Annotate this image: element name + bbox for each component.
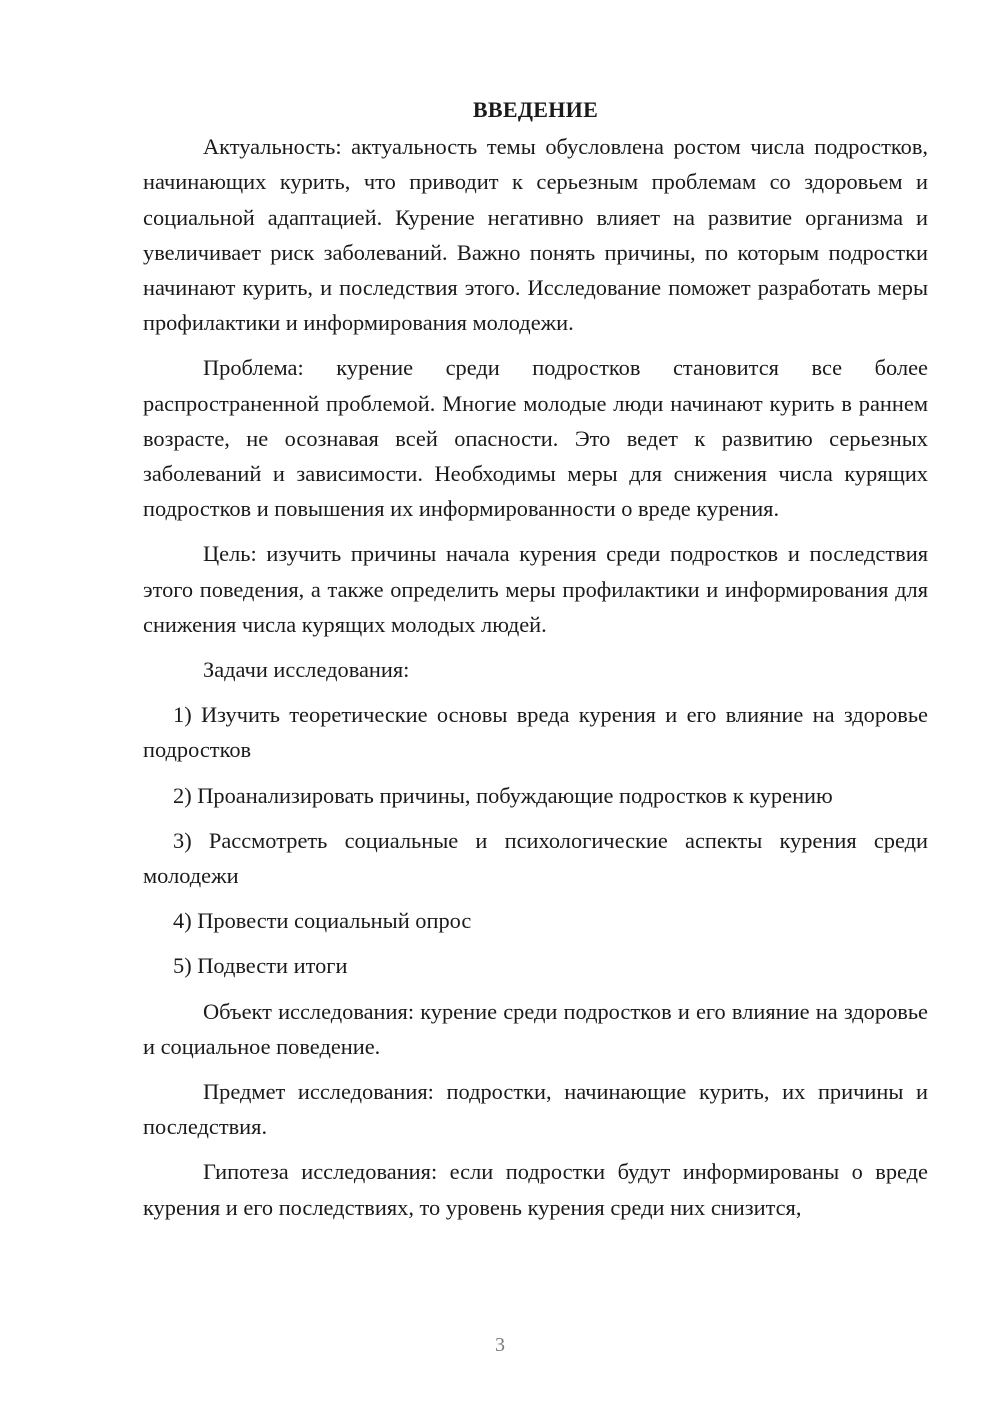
page-number: 3 (495, 1334, 505, 1356)
task-item: 4) Провести социальный опрос (173, 908, 472, 934)
relevance-paragraph: Актуальность: актуальность темы обусловлена ростом числа подростков, начинающих курить, что приводит к серьезным проблемам со здоровьем и социальной адаптацией. Курение негативно влияет на развитие организма и увеличивает риск заболеваний. Важно понять причины, по которым подростки начинают курить, и последствия этого. Исследование поможет разработать меры профилактики и информирования молодежи. (143, 134, 928, 336)
task-item: 2) Проанализировать причины, побуждающие подростков к курению (173, 782, 833, 808)
goal-paragraph: Цель: изучить причины начала курения среди подростков и последствия этого поведения, а также определить меры профилактики и информирования для снижения числа курящих молодых людей. (143, 541, 928, 637)
task-item: 3) Рассмотреть социальные и психологические аспекты курения среди молодежи (143, 827, 928, 889)
hypothesis-paragraph: Гипотеза исследования: если подростки будут информированы о вреде курения и его последствиях, то уровень курения среди них снизится, (143, 1159, 928, 1220)
subject-paragraph: Предмет исследования: подростки, начинающие курить, их причины и последствия. (143, 1079, 928, 1140)
task-item: 1) Изучить теоретические основы вреда курения и его влияние на здоровье подростков (143, 702, 928, 763)
task-item: 5) Подвести итоги (173, 953, 348, 979)
object-paragraph: Объект исследования: курение среди подростков и его влияние на здоровье и социальное поведение. (143, 998, 928, 1059)
section-heading: ВВЕДЕНИЕ (472, 97, 599, 122)
page-content (143, 92, 928, 1235)
tasks-heading: Задачи исследования: (203, 657, 410, 683)
problem-paragraph: Проблема: курение среди подростков становится все более распространенной проблемой. Многие молодые люди начинают курить в раннем возрасте, не осознавая всей опасности. Это ведет к развитию серьезных заболеваний и зависимости. Необходимы меры для снижения числа курящих подростков и повышения их информированности о вреде курения. (143, 355, 928, 522)
